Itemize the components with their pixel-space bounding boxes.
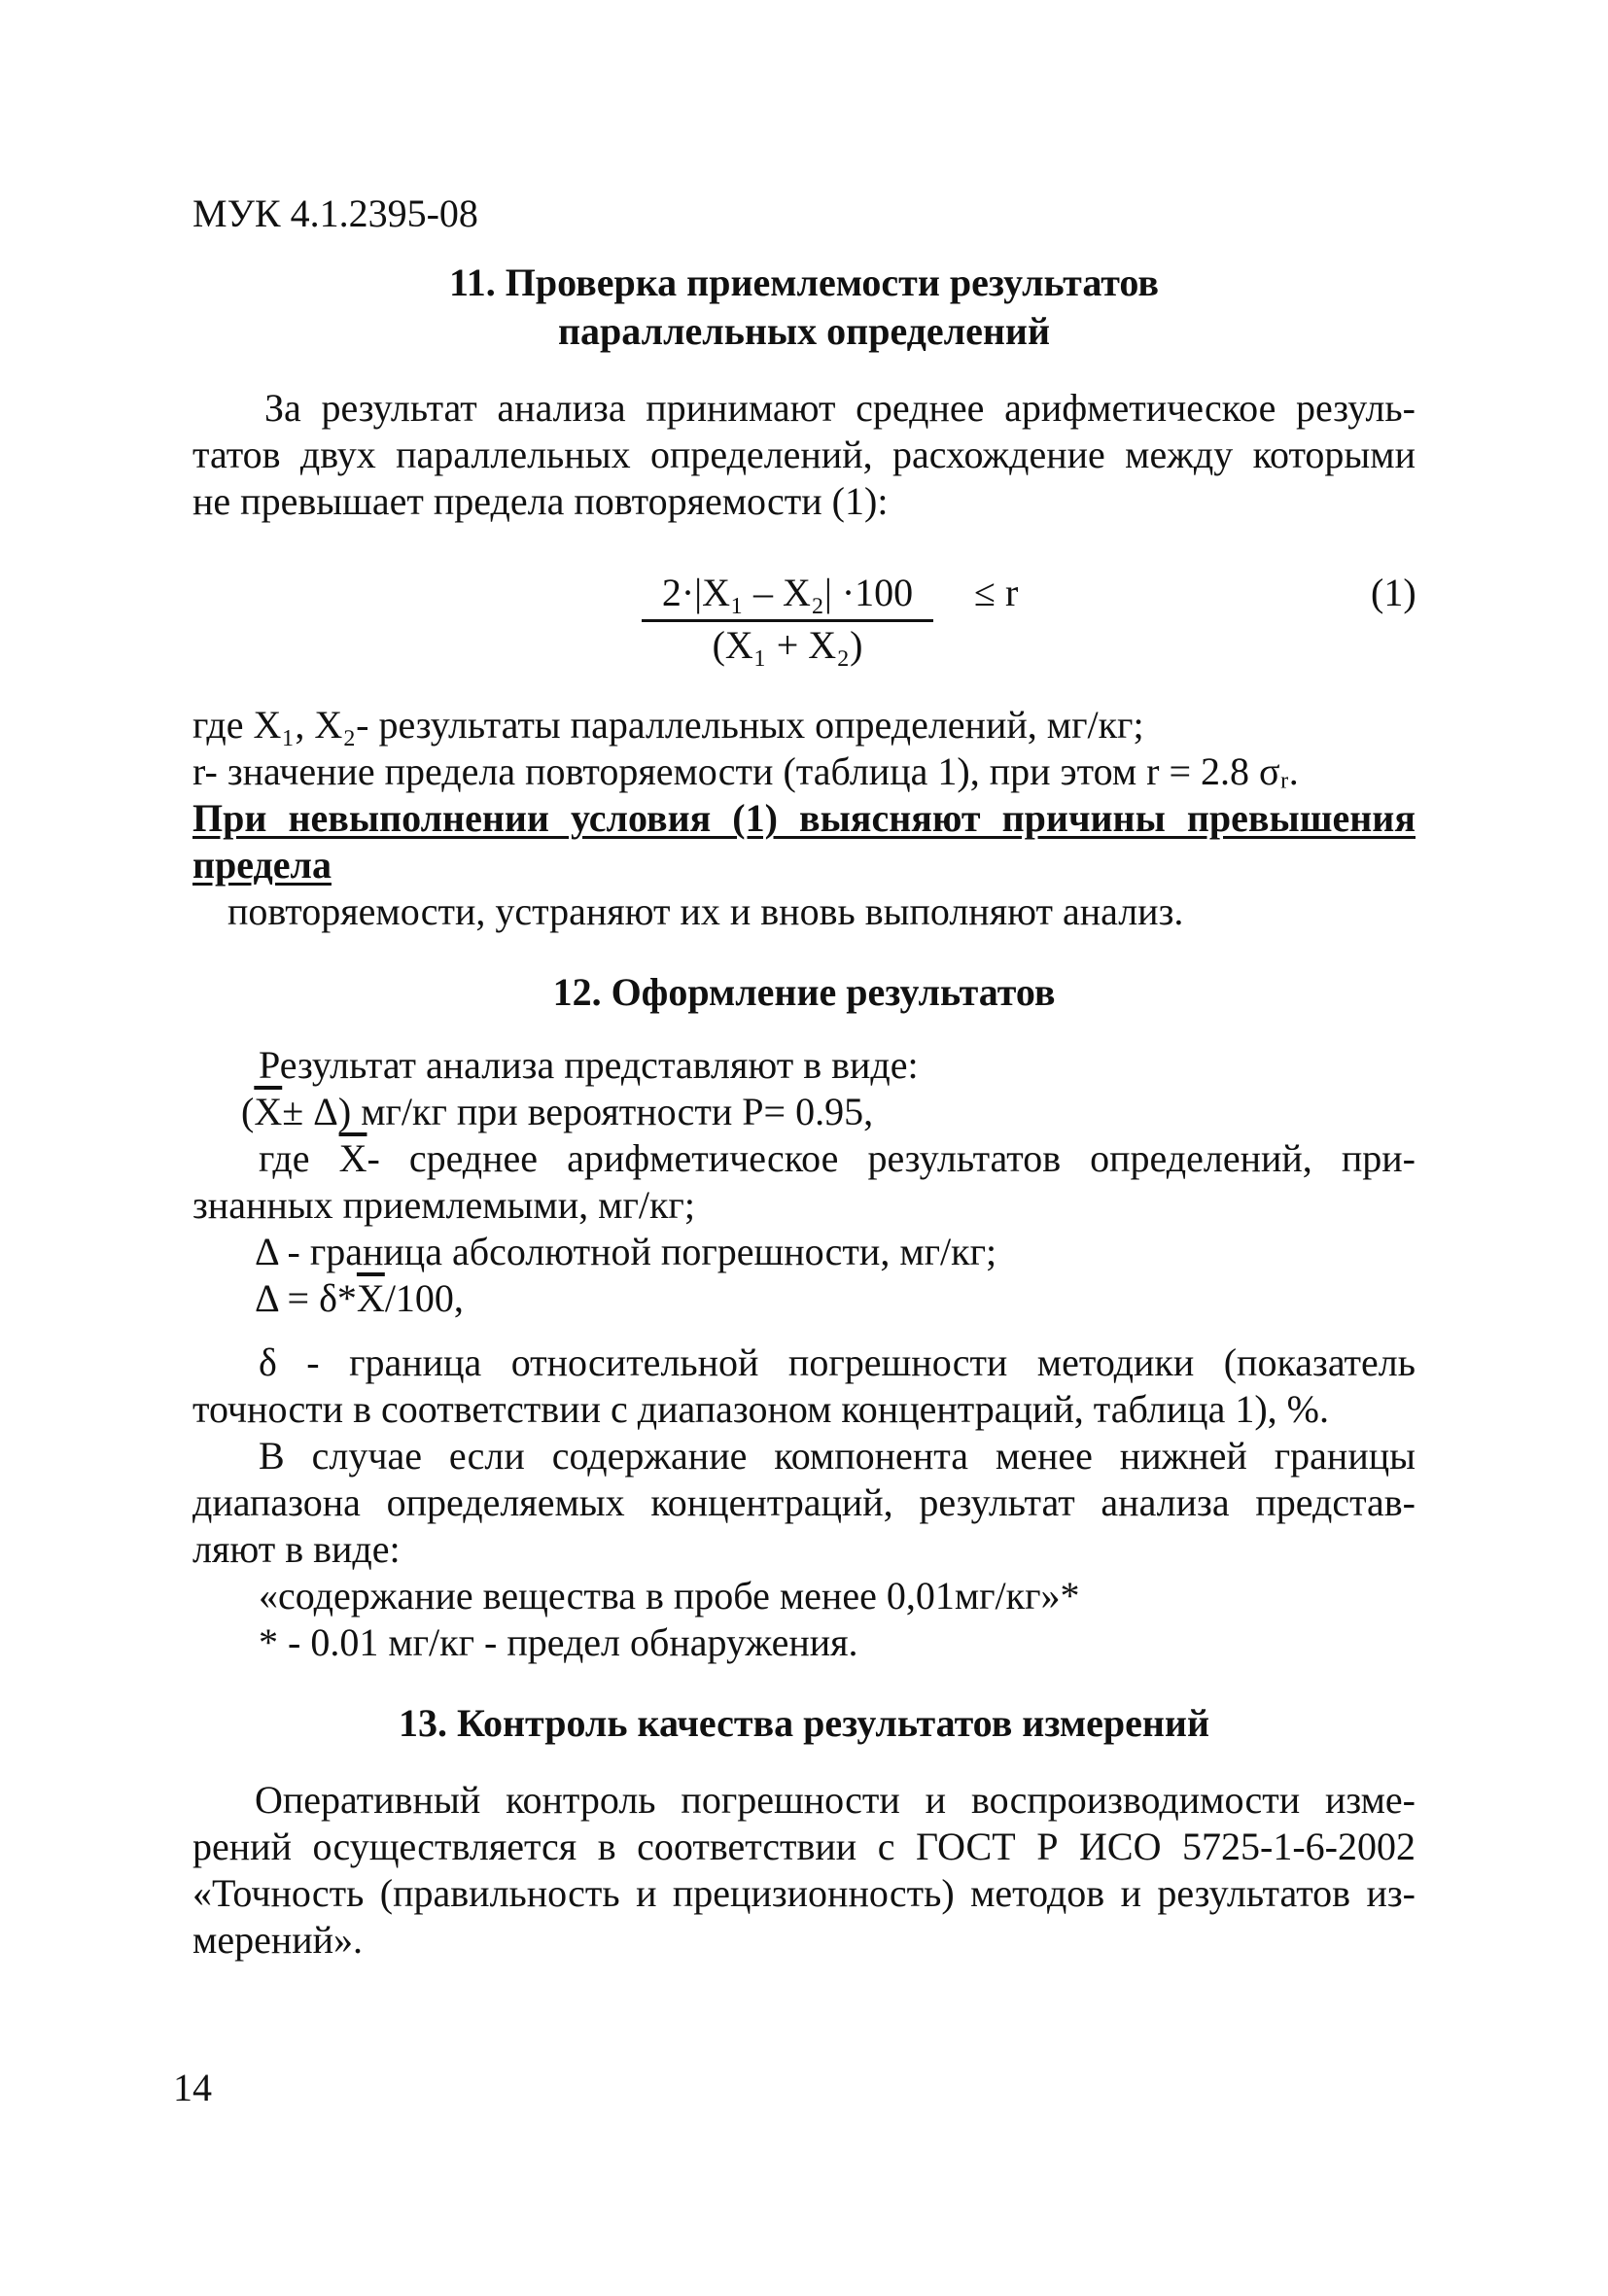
formula-denominator: (X₁ + X₂) <box>712 623 863 667</box>
x-bar-symbol: $\overline{X}$ <box>254 1090 283 1133</box>
delta-formula <box>255 1275 464 1322</box>
section-11-paragraph-line-1: За результат анализа принимают среднее арифметическое резуль- <box>264 386 1416 430</box>
section-13-title: 13. Контроль качества результатов измерений <box>399 1701 1209 1745</box>
expr-open-paren: ( <box>241 1090 255 1133</box>
formula-numerator: 2·|X₁ – X₂| ·100 <box>661 571 914 614</box>
section-13-line-1: Оперативный контроль погрешности и воспроизводимости изме- <box>255 1778 1416 1822</box>
low-content-quote: «содержание вещества в пробе менее 0,01мг/кг»* <box>259 1574 1080 1618</box>
where-line-2: r- значение предела повторяемости (таблица 1), при этом r = 2.8 σᵣ. <box>192 749 1299 793</box>
low-content-line-2: диапазона определяемых концентраций, результат анализа представ- <box>192 1480 1416 1524</box>
x-bar-symbol-2: $\overline{X}$ <box>338 1136 367 1180</box>
formula-number: (1) <box>1371 571 1416 614</box>
result-form-expression <box>241 1089 873 1135</box>
section-13-line-2: рений осуществляется в соответствии с ГОСТ Р ИСО 5725-1-6-2002 <box>192 1825 1416 1868</box>
section-13-line-4: мерений». <box>192 1918 364 1962</box>
repeatability-line: повторяемости, устраняют их и вновь выполняют анализ. <box>227 889 1184 933</box>
section-11-title-line-1: 11. Проверка приемлемости результатов <box>448 261 1160 304</box>
x-definition-line-2: знанных приемлемыми, мг/кг; <box>192 1183 695 1227</box>
relative-error-line-2: точности в соответствии с диапазоном концентраций, таблица 1), %. <box>192 1387 1329 1431</box>
delta-formula-suffix: /100, <box>384 1276 464 1320</box>
section-13-line-3: «Точность (правильность и прецизионность) методов и результатов из- <box>192 1871 1416 1915</box>
section-11-paragraph-line-2: татов двух параллельных определений, расхождение между которыми <box>192 433 1416 476</box>
x-def-prefix: где <box>259 1136 339 1180</box>
document-code: МУК 4.1.2395-08 <box>192 191 478 235</box>
relative-error-line-1: δ - граница относительной погрешности методики (показатель <box>259 1340 1416 1384</box>
section-11-paragraph-line-3: не превышает предела повторяемости (1): <box>192 479 889 523</box>
page-number: 14 <box>173 2066 212 2109</box>
delta-formula-prefix: Δ = δ* <box>255 1276 357 1320</box>
x-bar-symbol-3: $\overline{X}$ <box>356 1276 385 1320</box>
section-11-title-line-2: параллельных определений <box>558 309 1050 353</box>
underlined-condition-line-2: предела <box>192 843 332 887</box>
section-12-title: 12. Оформление результатов <box>552 970 1056 1014</box>
underlined-condition-line-1: При невыполнении условия (1) выясняют причины превышения <box>192 796 1416 840</box>
formula-relation: ≤ r <box>974 571 1019 614</box>
x-definition-line-1 <box>259 1135 1416 1182</box>
low-content-line-1: В случае если содержание компонента менее нижней границы <box>259 1434 1416 1478</box>
x-def-text: - среднее арифметическое результатов определений, при- <box>367 1136 1416 1180</box>
result-form-intro: Результат анализа представляют в виде: <box>259 1043 919 1087</box>
detection-limit-footnote: * - 0.01 мг/кг - предел обнаружения. <box>259 1620 858 1664</box>
delta-definition: Δ - граница абсолютной погрешности, мг/кг; <box>255 1230 997 1273</box>
where-line-1: где X₁, X₂- результаты параллельных определений, мг/кг; <box>192 703 1144 747</box>
expr-rest: ± Δ) мг/кг при вероятности Р= 0.95, <box>282 1090 874 1133</box>
low-content-line-3: ляют в виде: <box>192 1527 401 1571</box>
